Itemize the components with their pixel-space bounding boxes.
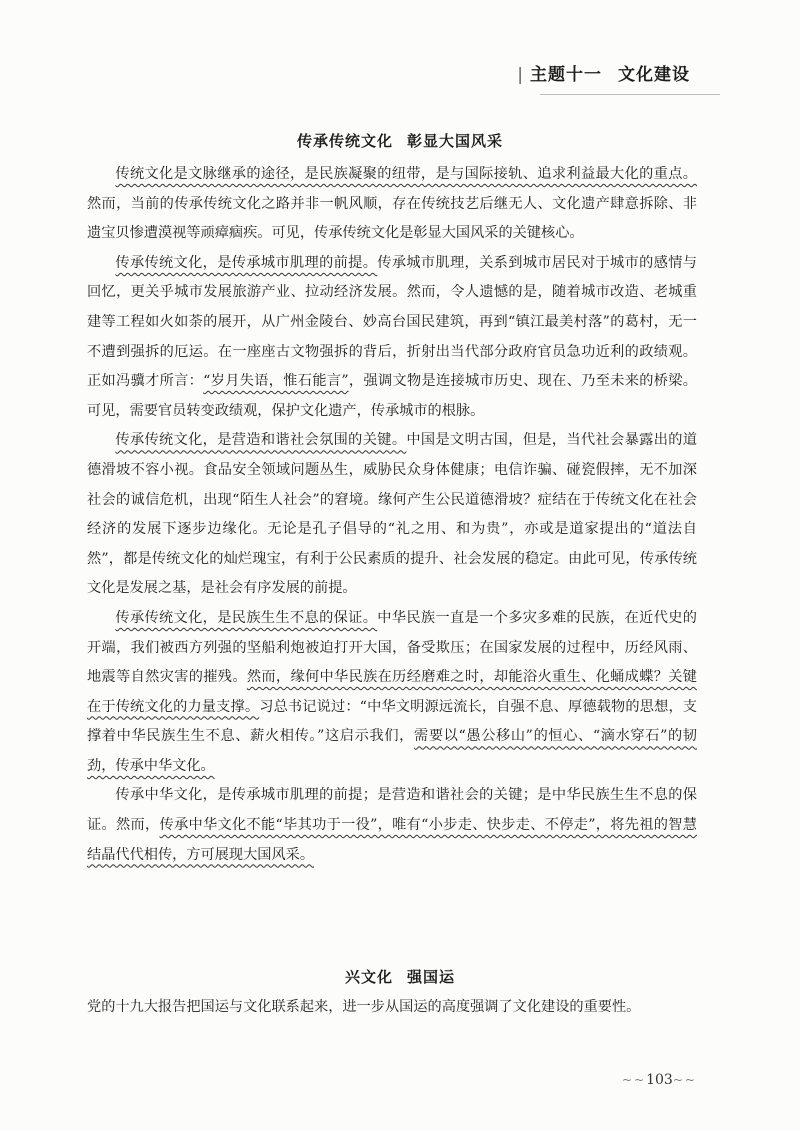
section-title: [0, 130, 800, 151]
section-2-title-sub: 强国运: [407, 968, 456, 986]
paragraph-text: 传承城市肌理，关系到城市居民对于城市的感情与回忆，更关乎城市发展旅游产业、拉动经济发展。然而，令人遗憾的是，随着城市改造、老城重建等工程如火如荼的展开，从广州金陵台、妙高台国民建筑，再到“镇江最美村落”的葛村，无一不遭到强拆的厄运。在一座座古文物强拆的背后，折射出当代部分政府官员急功近利的政绩观。正如冯骥才所言：: [87, 254, 697, 390]
underlined-text: 传承传统文化，是民族生生不息的保证。: [115, 609, 378, 626]
paragraph-4: [87, 604, 697, 782]
paragraph-3: [87, 426, 697, 604]
header-divider: |: [517, 65, 524, 85]
paragraph-text: 中华民族一直是一个多灾多难的民族，在近代史的开端，我们被西方列强的坚船利炮被迫打开大国，备受欺压；在国家发展的过程中，历经风雨、地震等自然灾害的摧残。: [87, 609, 697, 686]
paragraph-2: [87, 249, 697, 427]
page-ornament-left: ~~: [622, 1073, 647, 1087]
paragraph-text: 传承中华文化，是传承城市肌理的前提；是营造和谐社会的关键；是中华民族生生不息的保证。然而，: [87, 787, 697, 834]
paragraph-1: [87, 160, 697, 249]
paragraph-text: ，强调文物是连接城市历史、现在、乃至未来的桥梁。可见，需要官员转变政绩观，保护文化遗产，传承城市的根脉。: [87, 373, 697, 419]
page-number: [622, 1072, 697, 1088]
page-ornament-right: ~~: [672, 1073, 697, 1087]
underlined-text: 传统文化是文脉继承的途径，是民族凝聚的纽带，是与国际接轨、追求利益最大化的重点。: [115, 166, 697, 182]
underlined-text: 传承中华文化不能“毕其功于一役”，唯有“小步走、快步走、不停走”，将先祖的智慧结晶代代相传，方可展现大国风采。: [87, 817, 697, 863]
section-2-title: [0, 966, 800, 987]
section-2-title-main: 兴文化: [344, 968, 393, 986]
header-theme: 主题十一: [530, 65, 602, 85]
underlined-quote: “岁月失语，惟石能言”: [203, 373, 349, 390]
paragraph-text: 然而，当前的传承传统文化之路并非一帆风顺，存在传统技艺后继无人、文化遗产肆意拆除、非遗宝贝惨遭漠视等顽瘴痼疾。可见，传承传统文化是彰显大国风采的关键核心。: [87, 195, 697, 242]
section-title-sub: 彰显大国风采: [407, 132, 504, 150]
underlined-text: 然而，缘何中华民族在历经磨难之时，却能浴火重生、化蛹成蝶？关键在于传统文化的力量支撑。: [87, 669, 697, 715]
underlined-text: 传承传统文化，是营造和谐社会氛围的关键。: [115, 432, 407, 449]
paragraph-5: [87, 781, 697, 870]
section-2-paragraph: 党的十九大报告把国运与文化联系起来，进一步从国运的高度强调了文化建设的重要性。: [87, 999, 641, 1015]
page-number-text: 103: [646, 1072, 673, 1088]
header-rule: [540, 94, 720, 95]
paragraph-text: 习总书记说过：“中华文明源远流长，自强不息、厚德载物的思想，支撑着中华民族生生不息、薪火相传。”这启示我们，: [87, 698, 697, 745]
essay-body: [87, 160, 697, 870]
underlined-text: 传承传统文化，是传承城市肌理的前提。: [115, 254, 378, 271]
header-title: 文化建设: [618, 65, 690, 85]
running-header: [517, 60, 690, 85]
section-2-body: [87, 993, 697, 1023]
paragraph-text: 中国是文明古国，但是，当代社会暴露出的道德滑坡不容小视。食品安全领域问题丛生，威胁民众身体健康；电信诈骗、碰瓷假摔，无不加深社会的诚信危机，出现“陌生人社会”的窘境。缘何产生公民道德滑坡？症结在于传统文化在社会经济的发展下逐步边缘化。无论是孔子倡导的“礼之用、和为贵”，亦或是道家提出的“道法自然”，都是传统文化的灿烂瑰宝，有利于公民素质的提升、社会发展的稳定。由此可见，传承传统文化是发展之基，是社会有序发展的前提。: [87, 432, 697, 597]
section-title-main: 传承传统文化: [296, 132, 393, 150]
underlined-text: 需要以“愚公移山”的恒心、“滴水穿石”的韧劲，传承中华文化。: [87, 728, 697, 774]
